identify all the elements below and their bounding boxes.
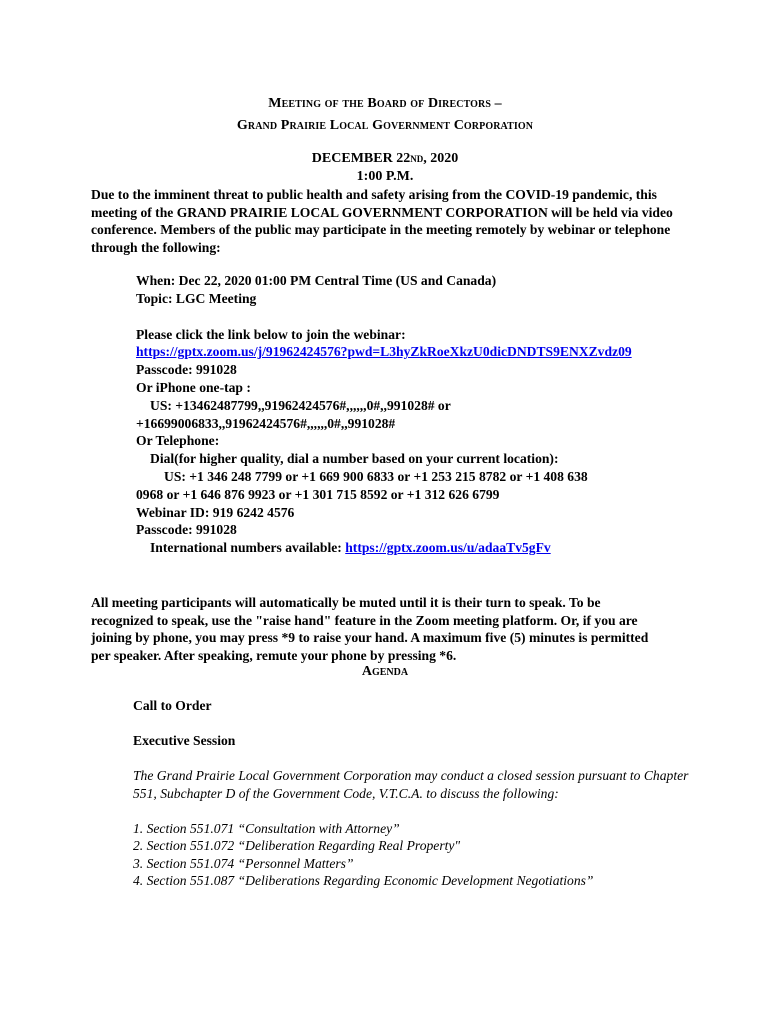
passcode-2: Passcode: 991028 (136, 522, 237, 538)
meeting-date: DECEMBER 22ND, 2020 (311, 151, 459, 166)
executive-session-text: The Grand Prairie Local Government Corporation may conduct a closed session pursuant to Chapter 551, Subchapter D of the Government Code, V.T.C.A. to discuss the following: (133, 768, 689, 801)
list-item: 4. Section 551.087 “Deliberations Regarding Economic Development Negotiations” (133, 873, 594, 889)
meeting-title: Meeting of the Board of Directors – (268, 96, 502, 111)
call-to-order: Call to Order (133, 698, 212, 713)
list-item: 3. Section 551.074 “Personnel Matters” (133, 855, 354, 871)
webinar-id: Webinar ID: 919 6242 4576 (136, 504, 295, 520)
us-one-tap: US: +13462487799,,91962424576#,,,,,,0#,,991028# or (150, 397, 451, 413)
mute-notice: All meeting participants will automatically be muted until it is their turn to speak. To be recognized to speak, use the "raise hand" feature in the Zoom meeting platform. Or, if you are joining by phone, you may press *9 to raise your hand. A maximum five (5) minutes is permitted per speaker. After speaking, remute your phone by pressing *6. (91, 595, 649, 663)
agenda-heading: Agenda (361, 664, 409, 679)
telephone-label: Or Telephone: (136, 433, 220, 449)
meeting-time: 1:00 P.M. (356, 169, 414, 184)
intro-paragraph: Due to the imminent threat to public health and safety arising from the COVID-19 pandemic, this meeting of the GRAND PRAIRIE LOCAL GOVERNMENT CORPORATION will be held via video conference. Members of the public may participate in the meeting remotely by webinar or telephone through the following: (91, 187, 673, 255)
topic-line: Topic: LGC Meeting (136, 290, 257, 306)
dial-instruction: Dial(for higher quality, dial a number based on your current location): (150, 451, 559, 467)
organization-title: Grand Prairie Local Government Corporation (236, 118, 534, 133)
passcode: Passcode: 991028 (136, 362, 237, 378)
us-numbers: US: +1 346 248 7799 or +1 669 900 6833 or +1 253 215 8782 or +1 408 638 (164, 468, 588, 484)
executive-session-heading: Executive Session (133, 733, 236, 748)
zoom-details (136, 272, 696, 557)
join-instruction: Please click the link below to join the webinar: (136, 326, 406, 342)
webinar-link[interactable]: https://gptx.zoom.us/j/91962424576?pwd=L3hyZkRoeXkzU0dicDNDTS9ENXZvdz09 (136, 344, 632, 360)
international-link[interactable]: https://gptx.zoom.us/u/adaaTv5gFv (345, 540, 551, 556)
us-numbers-2: 0968 or +1 646 876 9923 or +1 301 715 8592 or +1 312 626 6799 (136, 486, 500, 502)
list-item: 1. Section 551.071 “Consultation with Attorney” (133, 821, 400, 836)
international-numbers: International numbers available: https://gptx.zoom.us/u/adaaTv5gFv (150, 540, 551, 556)
agenda-items (133, 820, 594, 890)
when-line: When: Dec 22, 2020 01:00 PM Central Time (US and Canada) (136, 273, 497, 288)
us-one-tap-2: +16699006833,,91962424576#,,,,,,0#,,991028# (136, 415, 396, 431)
iphone-label: Or iPhone one-tap : (136, 379, 251, 395)
list-item: 2. Section 551.072 “Deliberation Regarding Real Property" (133, 838, 461, 854)
